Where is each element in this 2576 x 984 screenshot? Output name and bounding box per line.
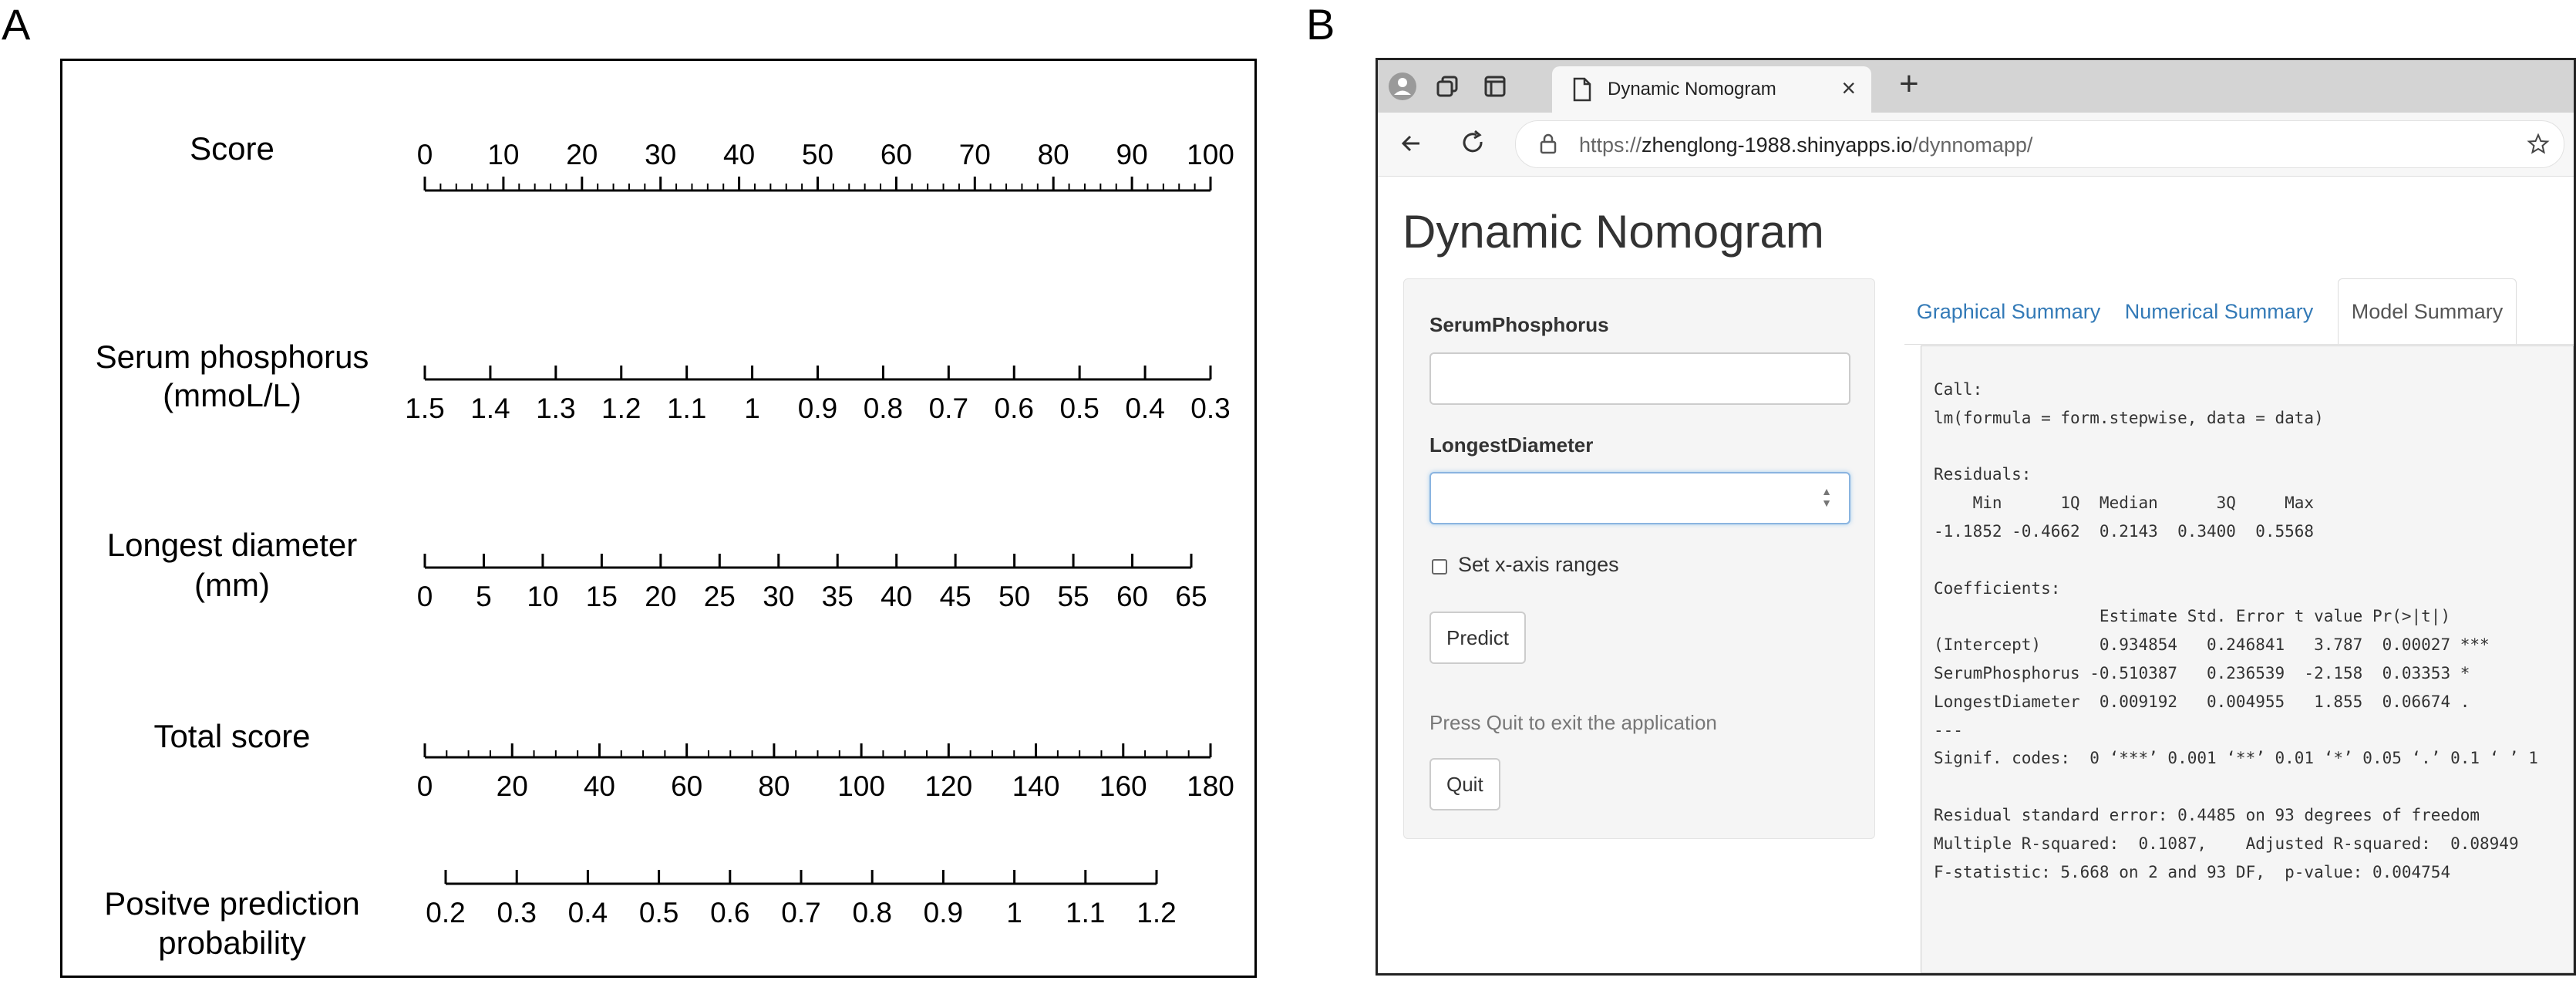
tick-label: 0.9 bbox=[797, 393, 838, 424]
vertical-tabs-icon[interactable] bbox=[1480, 71, 1510, 102]
tick-label: 100 bbox=[837, 770, 885, 802]
tick-label: 70 bbox=[958, 139, 991, 170]
tick-label: 0.3 bbox=[1190, 393, 1231, 424]
nomogram-axis bbox=[96, 339, 1231, 424]
longest-diameter-input[interactable] bbox=[1429, 472, 1850, 524]
axis-name-label: Score bbox=[190, 130, 274, 167]
tick-label: 1.5 bbox=[405, 393, 445, 424]
tick-label: 35 bbox=[821, 581, 854, 612]
tick-label: 1.2 bbox=[1136, 897, 1177, 928]
tick-label: 1.1 bbox=[666, 393, 707, 424]
tick-label: 1 bbox=[744, 393, 760, 424]
tick-label: 60 bbox=[880, 139, 912, 170]
output-line: (Intercept) 0.934854 0.246841 3.787 0.00027 *** bbox=[1934, 635, 2490, 655]
predict-button[interactable]: Predict bbox=[1429, 612, 1526, 664]
lock-icon[interactable] bbox=[1539, 133, 1557, 156]
number-spinner-icon[interactable]: ▲ ▼ bbox=[1821, 485, 1832, 509]
tick-label: 60 bbox=[671, 770, 703, 802]
axis-name-label: Serum phosphorus bbox=[95, 339, 369, 375]
tick-label: 0.6 bbox=[994, 393, 1034, 424]
tick-label: 1.3 bbox=[536, 393, 576, 424]
workspaces-icon[interactable] bbox=[1432, 71, 1463, 102]
tick-label: 15 bbox=[585, 581, 618, 612]
tab-strip bbox=[1378, 60, 2574, 113]
tick-label: 0.8 bbox=[852, 897, 892, 928]
tick-label: 0.7 bbox=[928, 393, 969, 424]
tick-label: 10 bbox=[487, 139, 520, 170]
output-line: lm(formula = form.stepwise, data = data) bbox=[1934, 408, 2324, 427]
star-icon[interactable] bbox=[2527, 133, 2550, 156]
tick-label: 65 bbox=[1175, 581, 1207, 612]
output-line: -1.1852 -0.4662 0.2143 0.3400 0.5568 bbox=[1934, 522, 2324, 541]
quit-help-text: Press Quit to exit the application bbox=[1429, 711, 1717, 734]
tick-label: 20 bbox=[645, 581, 677, 612]
x-axis-range-checkbox[interactable] bbox=[1432, 559, 1447, 575]
nomogram-axis bbox=[190, 130, 1234, 190]
url-host: zhenglong-1988.shinyapps.io bbox=[1642, 133, 1913, 157]
output-tabs bbox=[1904, 278, 2574, 345]
browser-window bbox=[1376, 58, 2576, 976]
tick-label: 40 bbox=[583, 770, 616, 802]
tabs-divider bbox=[1904, 344, 2574, 345]
tick-label: 60 bbox=[1116, 581, 1149, 612]
panel-a-label: A bbox=[2, 0, 31, 49]
tick-label: 30 bbox=[763, 581, 795, 612]
new-tab-icon[interactable]: + bbox=[1899, 65, 1919, 103]
tick-label: 80 bbox=[758, 770, 790, 802]
tab-numerical-summary[interactable]: Numerical Summary bbox=[2124, 299, 2314, 323]
nomogram-axis bbox=[107, 527, 1207, 612]
tick-label: 10 bbox=[527, 581, 559, 612]
tick-label: 55 bbox=[1057, 581, 1089, 612]
nomogram-chart bbox=[60, 59, 1257, 978]
tick-label: 0.5 bbox=[638, 897, 679, 928]
tick-label: 140 bbox=[1012, 770, 1060, 802]
tick-label: 160 bbox=[1099, 770, 1147, 802]
tick-label: 100 bbox=[1187, 139, 1234, 170]
output-line: Residuals: bbox=[1934, 465, 2032, 484]
tick-label: 50 bbox=[801, 139, 834, 170]
tick-label: 0 bbox=[416, 581, 433, 612]
tick-label: 0.4 bbox=[567, 897, 608, 928]
tab-title: Dynamic Nomogram bbox=[1608, 79, 1776, 99]
panel-b-label: B bbox=[1306, 0, 1335, 49]
tick-label: 1.2 bbox=[601, 393, 641, 424]
axis-name-label: Positve prediction bbox=[104, 885, 360, 922]
tick-label: 1.4 bbox=[470, 393, 510, 424]
reload-icon[interactable] bbox=[1458, 128, 1489, 159]
tick-label: 50 bbox=[998, 581, 1031, 612]
output-line: LongestDiameter 0.009192 0.004955 1.855 0.06674 . bbox=[1934, 692, 2490, 711]
serum-label: SerumPhosphorus bbox=[1429, 313, 1609, 336]
url-path: /dynnomapp/ bbox=[1912, 133, 2033, 157]
output-line: --- bbox=[1934, 720, 1963, 740]
app-title: Dynamic Nomogram bbox=[1402, 206, 1824, 258]
output-line: Coefficients: bbox=[1934, 578, 2061, 598]
output-line: Residual standard error: 0.4485 on 93 degrees of freedom bbox=[1934, 806, 2480, 824]
nomogram-axis bbox=[153, 718, 1234, 802]
axis-name-label: Total score bbox=[153, 718, 311, 754]
tick-label: 1 bbox=[1006, 897, 1022, 928]
browser-tab[interactable] bbox=[1552, 66, 1871, 113]
tick-label: 0.6 bbox=[710, 897, 750, 928]
url-prefix: https:// bbox=[1579, 133, 1642, 157]
axis-name-label: probability bbox=[158, 925, 306, 961]
tick-label: 45 bbox=[939, 581, 971, 612]
tick-label: 20 bbox=[566, 139, 598, 170]
input-sidebar bbox=[1403, 278, 1875, 839]
tick-label: 5 bbox=[476, 581, 492, 612]
model-summary-output bbox=[1921, 345, 2574, 973]
axis-name-label: Longest diameter bbox=[106, 527, 358, 563]
tick-label: 0.7 bbox=[781, 897, 821, 928]
checkbox-label: Set x-axis ranges bbox=[1458, 553, 1619, 576]
tick-label: 40 bbox=[723, 139, 756, 170]
tick-label: 80 bbox=[1037, 139, 1069, 170]
output-line: Multiple R-squared: 0.1087, Adjusted R-squared: 0.08949 bbox=[1934, 834, 2529, 853]
axis-name-label: (mmoL/L) bbox=[163, 377, 301, 413]
tick-label: 0.5 bbox=[1059, 393, 1099, 424]
profile-icon[interactable] bbox=[1387, 71, 1418, 102]
diameter-label: LongestDiameter bbox=[1429, 433, 1594, 457]
tick-label: 0 bbox=[416, 770, 433, 802]
back-icon[interactable] bbox=[1396, 128, 1427, 159]
tick-label: 25 bbox=[703, 581, 736, 612]
url-field[interactable] bbox=[1515, 120, 2564, 168]
nomogram-svg bbox=[62, 61, 1259, 980]
output-line: Estimate Std. Error t value Pr(>|t|) bbox=[1934, 607, 2490, 626]
tick-label: 30 bbox=[645, 139, 677, 170]
tick-label: 180 bbox=[1187, 770, 1234, 802]
tab-graphical-summary[interactable]: Graphical Summary bbox=[1916, 299, 2101, 323]
tick-label: 90 bbox=[1116, 139, 1148, 170]
output-line: Call: bbox=[1934, 380, 1983, 399]
output-line: F-statistic: 5.668 on 2 and 93 DF, p-value: 0.004754 bbox=[1934, 862, 2451, 881]
url-text bbox=[1579, 133, 2032, 157]
output-line: Signif. codes: 0 ‘***’ 0.001 ‘**’ 0.01 ‘*’ 0.05 ‘.’ 0.1 ‘ ’ 1 bbox=[1934, 749, 2538, 768]
output-line: Min 1Q Median 3Q Max bbox=[1934, 494, 2324, 513]
nomogram-axis bbox=[104, 870, 1176, 961]
tick-label: 0.2 bbox=[426, 897, 466, 928]
tick-label: 0.3 bbox=[497, 897, 537, 928]
tab-model-summary[interactable]: Model Summary bbox=[2338, 278, 2517, 345]
serum-phosphorus-input[interactable] bbox=[1429, 352, 1850, 405]
tick-label: 20 bbox=[496, 770, 528, 802]
tick-label: 0 bbox=[416, 139, 433, 170]
tick-label: 1.1 bbox=[1066, 897, 1106, 928]
tick-label: 40 bbox=[881, 581, 913, 612]
tick-label: 0.4 bbox=[1125, 393, 1165, 424]
tick-label: 0.9 bbox=[923, 897, 964, 928]
tick-label: 0.8 bbox=[863, 393, 904, 424]
address-bar bbox=[1378, 113, 2574, 177]
tick-label: 120 bbox=[924, 770, 973, 802]
page-icon bbox=[1572, 77, 1592, 102]
close-tab-icon[interactable]: × bbox=[1841, 74, 1856, 102]
output-line: SerumPhosphorus -0.510387 0.236539 -2.158 0.03353 * bbox=[1934, 664, 2490, 682]
quit-button[interactable]: Quit bbox=[1429, 758, 1500, 810]
axis-name-label: (mm) bbox=[194, 567, 270, 603]
